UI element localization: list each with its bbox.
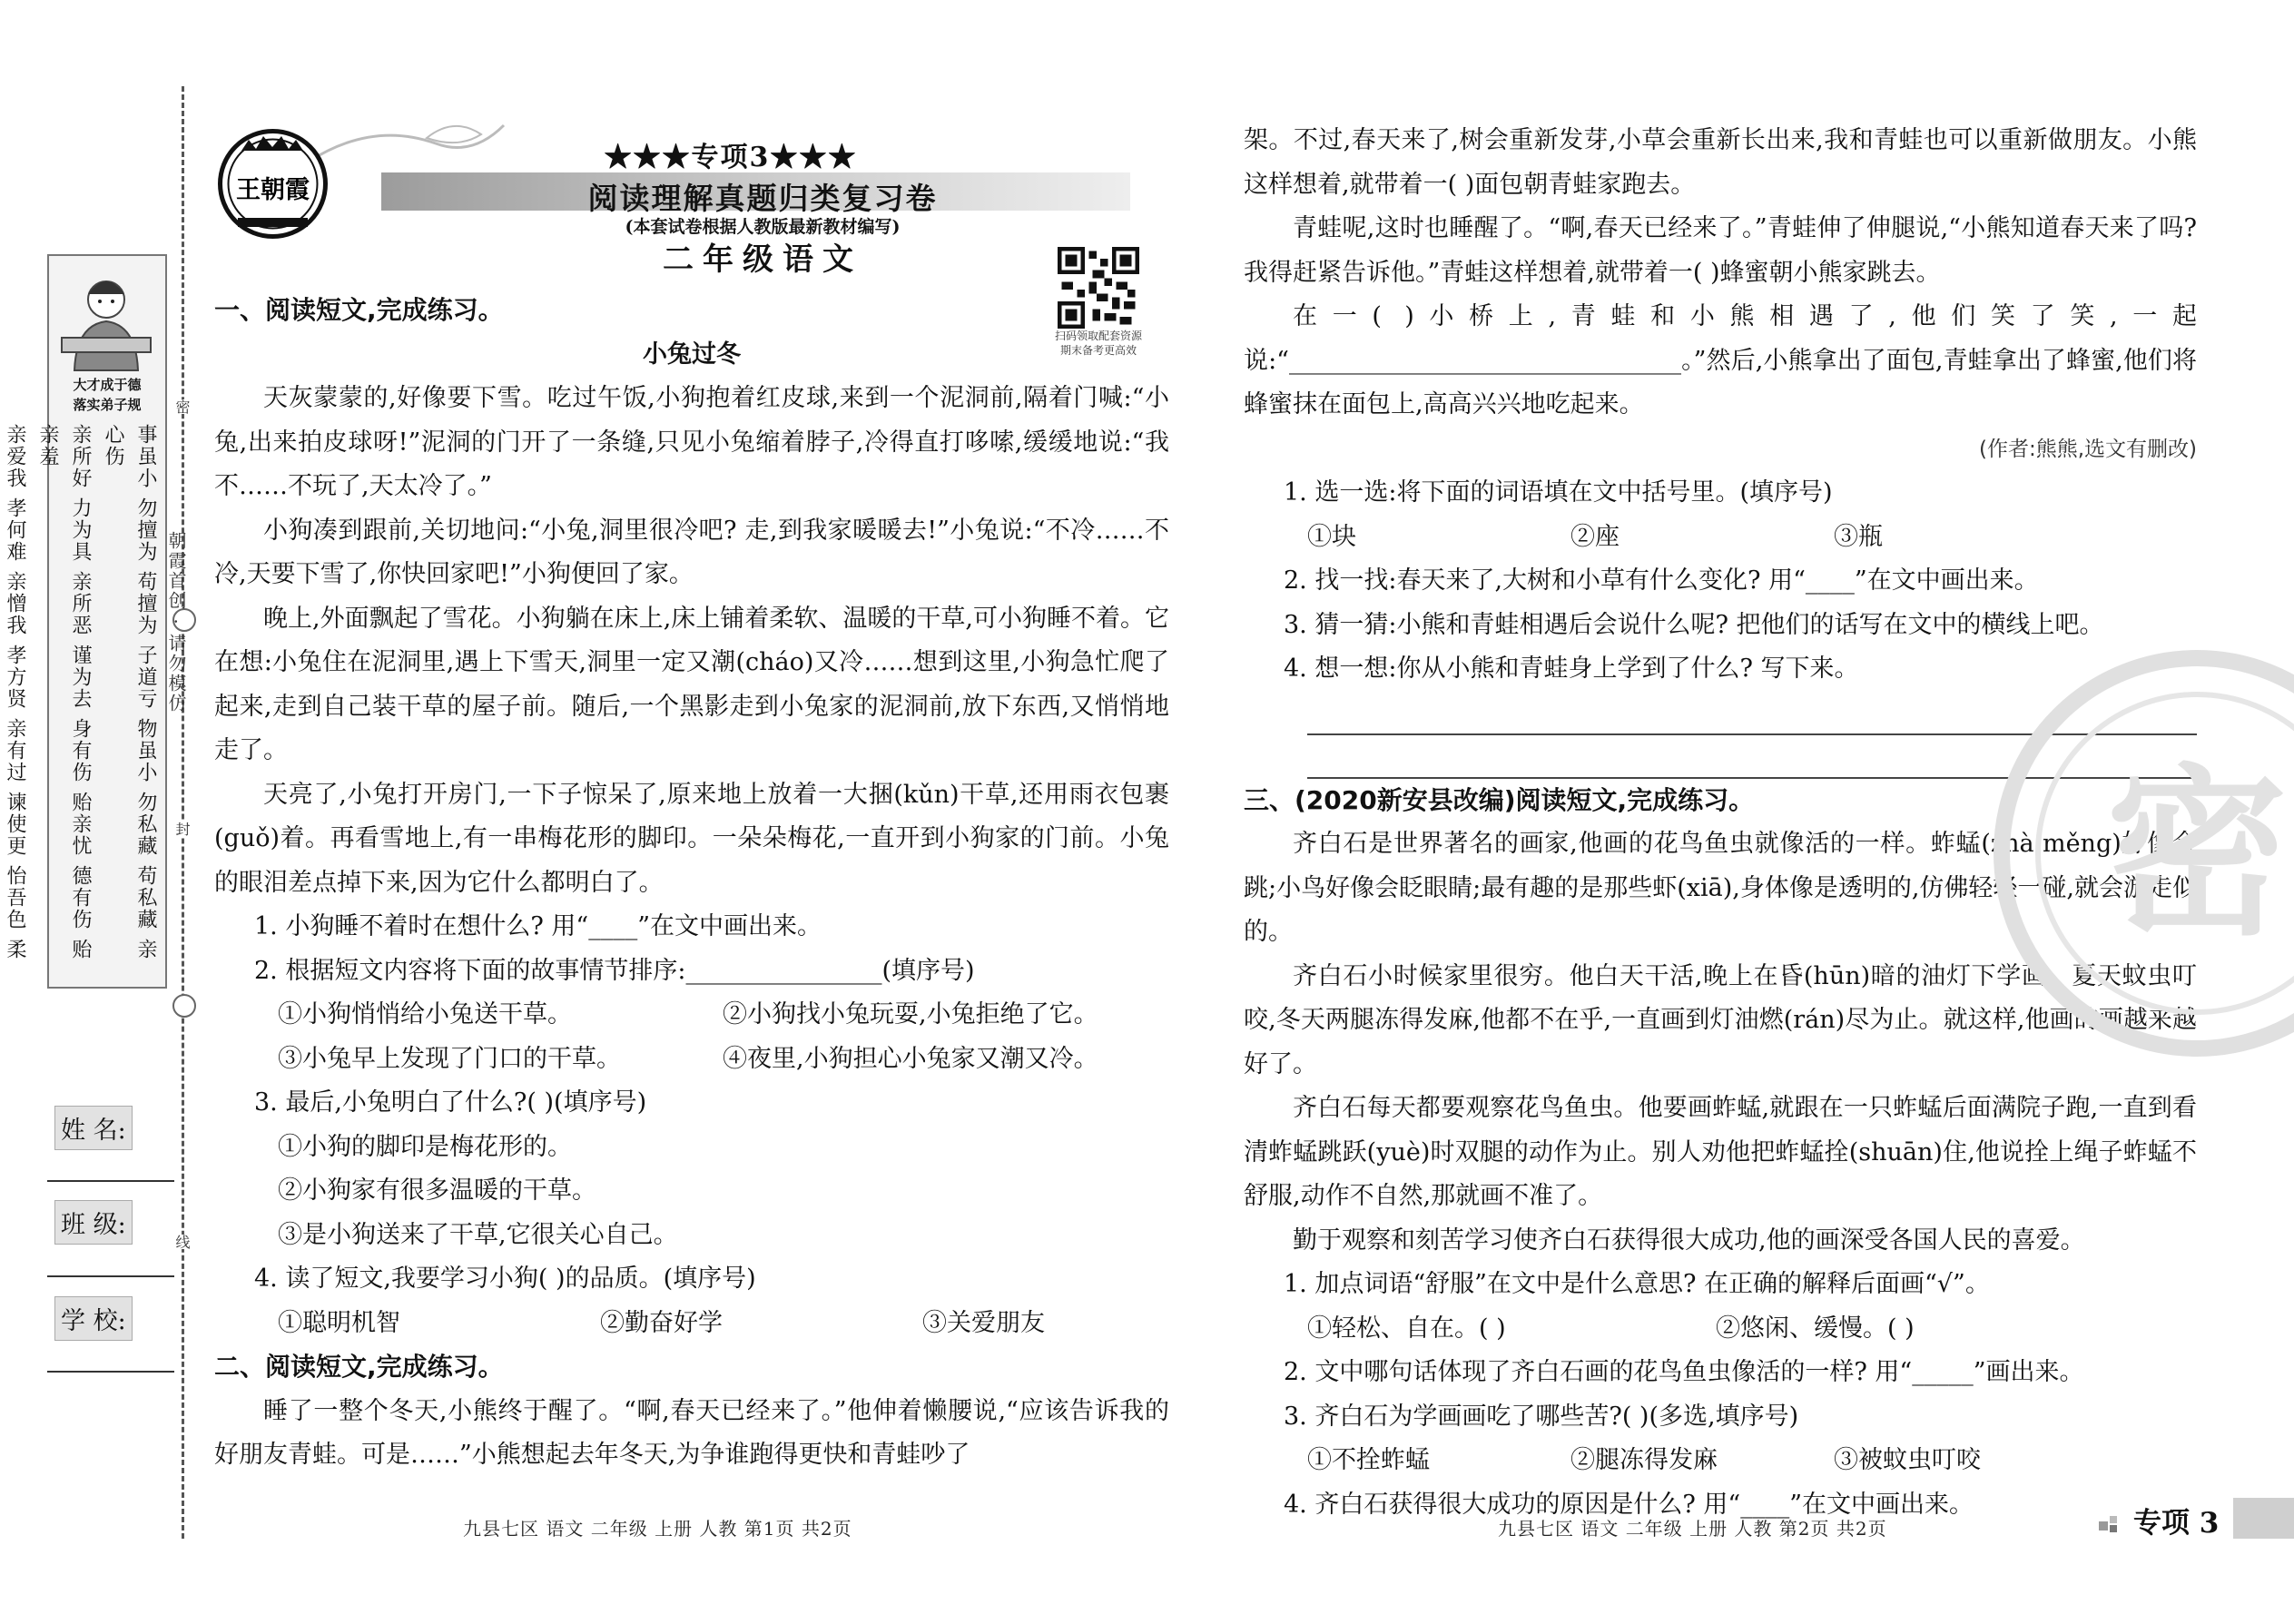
story-paragraph: 天亮了,小兔打开房门,一下子惊呆了,原来地上放着一大捆(kǔn)干草,还用雨衣包裹(guǒ)着。再看雪地上,有一串梅花形的脚印。一朵朵梅花,一直开到小狗家的门前。小兔的眼泪差点掉下来,因为它什么都明白了。 [214,780,1169,897]
option: ②勤奋好学 [600,1308,723,1337]
badge-squares-icon [2099,1509,2130,1532]
option: ①不拴蚱蜢 [1307,1446,1430,1474]
question-3-4: 4. 齐白石获得很大成功的原因是什么? 用“____”在文中画出来。 [1284,1490,1974,1519]
section-1-heading: 一、阅读短文,完成练习。 [214,295,504,325]
author-note: (作者:熊熊,选文有删改) [1978,437,2197,461]
question-3-2: 2. 文中哪句话体现了齐白石画的花鸟鱼虫像活的一样? 用“_____”画出来。 [1284,1358,2084,1386]
story-paragraph: 齐白石是世界著名的画家,他画的花鸟鱼虫就像活的一样。蚱蜢(zhà měng)好像会跳;小鸟好像会眨眼睛;最有趣的是那些虾(xiā),身体像是透明的,仿佛轻轻一碰,就会游走似的。 [1244,830,2197,946]
question-1-4-options [214,1302,1169,1346]
story-paragraph: 在一( )小桥上,青蛙和小熊相遇了,他们笑了笑,一起说:“________________________________。”然后,小熊拿出了面包,青蛙拿出了蜂蜜,他们将蜂蜜抹在面包上,高高兴兴地吃起来。 [1244,302,2197,418]
story-paragraph: 青蛙呢,这时也睡醒了。“啊,春天已经来了。”青蛙伸了伸腿说,“小熊知道春天来了吗? 我得赶紧告诉他。”青蛙这样想着,就带着一( )蜂蜜朝小熊家跳去。 [1244,214,2197,287]
left-column [214,289,1169,1478]
question-2-1-options [1244,516,2197,560]
question-1-2: 2. 根据短文内容将下面的故事情节排序:________________(填序号) [254,956,975,985]
motto-column: 事虽小 勿擅为 苟擅为 子道亏 物虽小 勿私藏 苟私藏 亲心伤 [102,424,157,960]
class-label: 班 级: [54,1200,133,1245]
secret-seal-watermark [1988,645,2294,1062]
option: ②小狗找小兔玩耍,小兔拒绝了它。 [723,1000,1098,1029]
motto-line-1: 大才成于德 [73,377,142,393]
option: ②座 [1570,522,1620,551]
qr-caption-line-2: 期末备考更高效 [1059,344,1137,357]
story-paragraph: 齐白石小时候家里很穷。他白天干活,晚上在昏(hūn)暗的油灯下学画。夏天蚊虫叮咬,冬天两腿冻得发麻,他都不在乎,一直画到灯油燃(rán)尽为止。就这样,他画的画越来越好了。 [1244,961,2197,1078]
binding-dot-icon [172,994,196,1018]
ribbon-decoration [300,116,508,171]
name-field[interactable] [47,1180,174,1182]
option: ③被蚊虫叮咬 [1834,1446,1981,1474]
class-field[interactable] [47,1275,174,1277]
story-paragraph: 勤于观察和刻苦学习使齐白石获得很大成功,他的画深受各国人民的喜爱。 [1293,1225,2085,1255]
name-label: 姓 名: [54,1106,133,1150]
question-1-3: 3. 最后,小兔明白了什么?( )(填序号) [254,1088,647,1117]
story-paragraph: 小狗凑到跟前,关切地问:“小兔,洞里很冷吧? 走,到我家暖暖去!”小兔说:“不冷……不冷,天要下雪了,你快回家吧!”小狗便回了家。 [214,516,1169,588]
footer-right: 九县七区 语文 二年级 上册 人教 第2页 共2页 [1498,1518,1887,1540]
special-topic-badge: ★★★专项3★★★ [604,142,858,173]
option: ②腿冻得发麻 [1570,1446,1718,1474]
logo-text: 王朝霞 [236,176,310,204]
footer-left: 九县七区 语文 二年级 上册 人教 第1页 共2页 [463,1518,852,1540]
copyright-note: 朝霞首创 · 请勿模仿 [165,531,187,714]
motto-column: 亲所好 力为具 亲所恶 谨为去 身有伤 贻亲忧 德有伤 贻亲羞 [36,424,92,960]
question-2-4: 4. 想一想:你从小熊和青蛙身上学到了什么? 写下来。 [1284,655,1859,683]
topic-badge: 专项 3 [2133,1507,2220,1540]
seal-mark-mi: 密 [173,399,191,414]
question-1-4: 4. 读了短文,我要学习小狗( )的品质。(填序号) [254,1265,756,1293]
page-title: 阅读理解真题归类复习卷 [587,181,938,216]
question-3-3: 3. 齐白石为学画画吃了哪些苦?( )(多选,填序号) [1284,1402,1799,1431]
motto-panel [4,254,167,989]
story-paragraph: 齐白石每天都要观察花鸟鱼虫。他要画蚱蜢,就跟在一只蚱蜢后面满院子跑,一直到看清蚱蜢跳跃(yuè)时双腿的动作为止。别人劝他把蚱蜢拴(shuān)住,他说拴上绳子蚱蜢不舒服,动作不自然,那就画不准了。 [1244,1094,2197,1210]
question-3-1-options [1244,1307,2197,1352]
motto-column: 亲爱我 孝何难 亲憎我 孝方贤 亲有过 谏使更 怡吾色 柔 [4,424,26,960]
question-3-1: 1. 加点词语“舒服”在文中是什么意思? 在正确的解释后面画“√”。 [1284,1270,1990,1298]
option: ③瓶 [1834,522,1883,551]
story-paragraph: 晚上,外面飘起了雪花。小狗躺在床上,床上铺着柔软、温暖的干草,可小狗睡不着。它在想:小兔住在泥洞里,遇上下雪天,洞里一定又潮(cháo)又冷……想到这里,小狗急忙爬了起来,走到自己装干草的屋子前。随后,一个黑影走到小兔家的泥洞前,放下东西,又悄悄地走了。 [214,604,1169,764]
option: ①聪明机智 [278,1308,400,1337]
story-title: 小兔过冬 [643,340,741,369]
question-2-3: 3. 猜一猜:小熊和青蛙相遇后会说什么呢? 把他们的话写在文中的横线上吧。 [1284,610,2104,639]
question-1-2-options [214,1038,1169,1082]
page-subtitle: (本套试卷根据人教版最新教材编写) [625,217,901,237]
story-paragraph: 天灰蒙蒙的,好像要下雪。吃过午饭,小狗抱着红皮球,来到一个泥洞前,隔着门喊:“小兔,出来拍皮球呀!”泥洞的门开了一条缝,只见小兔缩着脖子,冷得直打哆嗦,缓缓地说:“我不……不玩了,天太冷了。” [214,384,1169,500]
option: ①小狗的脚印是梅花形的。 [278,1132,572,1161]
option: ①小狗悄悄给小兔送干草。 [278,1000,572,1029]
option: ③小兔早上发现了门口的干草。 [278,1044,621,1073]
section-3-heading: 三、(2020新安县改编)阅读短文,完成练习。 [1244,784,1755,815]
seal-mark-feng: 封 [173,822,191,836]
motto-line-2: 落实弟子规 [73,397,142,413]
school-label: 学 校: [54,1296,133,1341]
qr-caption-line-1: 扫码领取配套资源 [1054,330,1142,342]
section-2-heading: 二、阅读短文,完成练习。 [214,1352,504,1382]
seal-mark-xian: 线 [173,1235,191,1249]
option: ②悠闲、缓慢。( ) [1716,1314,1915,1343]
question-3-3-options [1244,1439,2197,1483]
story-paragraph: 睡了一整个冬天,小熊终于醒了。“啊,春天已经来了。”他伸着懒腰说,“应该告诉我的好朋友青蛙。可是……”小熊想起去年冬天,为争谁跑得更快和青蛙吵了 [214,1396,1169,1469]
question-2-1: 1. 选一选:将下面的词语填在文中括号里。(填序号) [1284,478,1833,507]
option: ③是小狗送来了干草,它很关心自己。 [278,1220,678,1249]
option: ②小狗家有很多温暖的干草。 [278,1176,596,1205]
story-paragraph-continued: 架。不过,春天来了,树会重新发芽,小草会重新长出来,我和青蛙也可以重新做朋友。小熊这样想着,就带着一( )面包朝青蛙家跑去。 [1244,126,2197,199]
school-field[interactable] [47,1371,174,1373]
grade-subject: 二年级语文 [663,241,862,278]
option: ①块 [1307,522,1356,551]
brand-logo-seal [216,127,330,241]
question-1-1: 1. 小狗睡不着时在想什么? 用“____”在文中画出来。 [254,912,822,940]
option: ③关爱朋友 [922,1308,1045,1337]
badge-bar [2233,1498,2294,1539]
watermark-glyph: 密 [2105,749,2289,960]
motto-columns [4,424,162,978]
option: ④夜里,小狗担心小兔家又潮又冷。 [723,1044,1098,1073]
option: ①轻松、自在。( ) [1307,1314,1506,1343]
scholar-illustration [54,263,158,372]
question-1-2-options [214,993,1169,1038]
binding-cut-line [182,86,184,1539]
question-2-2: 2. 找一找:春天来了,大树和小草有什么变化? 用“____”在文中画出来。 [1284,566,2039,595]
